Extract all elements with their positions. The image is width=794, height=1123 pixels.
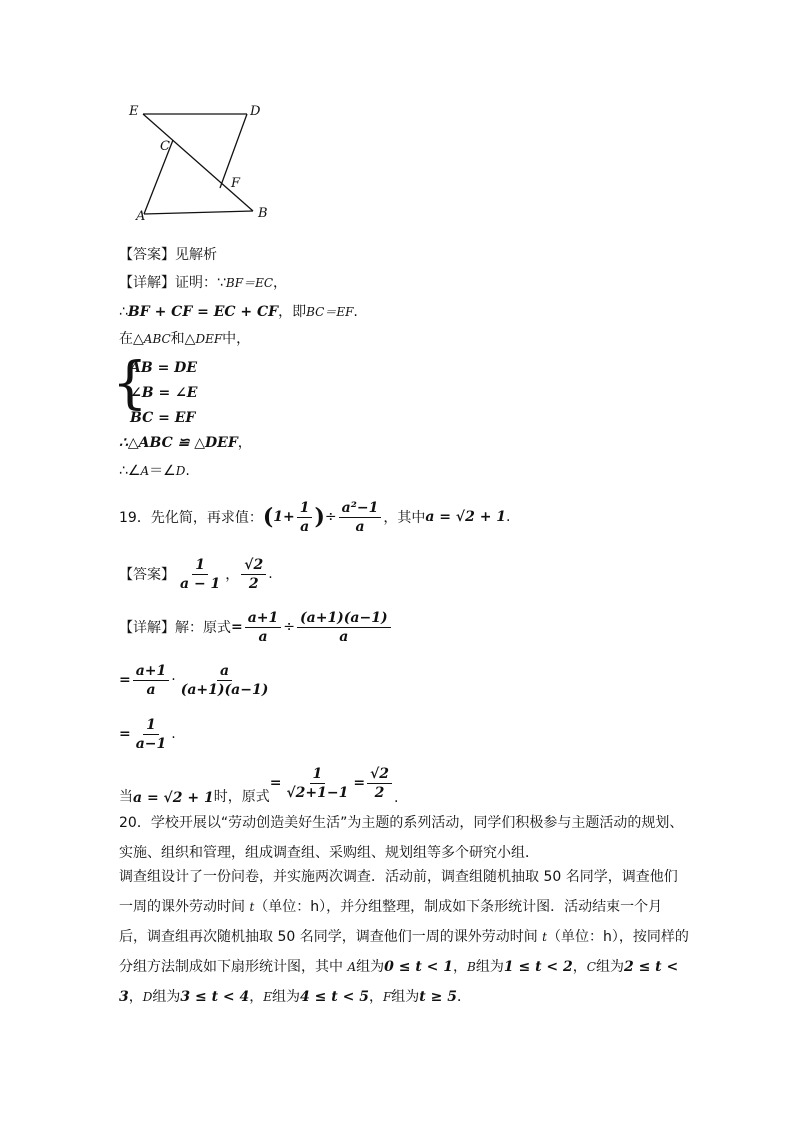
point-label-F: F	[231, 176, 241, 191]
equation-system-brace: {	[112, 351, 148, 416]
segment-EB	[143, 114, 253, 211]
point-label-D: D	[250, 104, 261, 119]
point-label-E: E	[129, 104, 139, 119]
q18-conclusion: ∴∠A＝∠D.	[119, 463, 190, 479]
answer-frac: $\frac{1}{a - 1}$	[180, 556, 221, 592]
q19-detail-line3: = $\frac{1}{a-1}$ .	[119, 716, 176, 752]
stem-frac-1-over-a: $\frac{1}{a}$	[297, 499, 313, 536]
q18-system-eq2: ∠B = ∠E	[130, 385, 198, 401]
q19-answer: 【答案】 $\frac{1}{a - 1}$ ， $\frac{√2}{2}$ .	[119, 556, 273, 592]
q18-detail-line2: ∴BF + CF = EC + CF，即BC＝EF.	[119, 304, 358, 320]
answer-value: $\frac{√2}{2}$	[241, 556, 266, 593]
q19-detail-line4: 当 a = √2 + 1 时，原式 = $\frac{1}{√2+1-1}$ = $\frac{√2}{2}$ .	[119, 765, 399, 806]
q19-stem: 19．先化简，再求值： ( 1+ $\frac{1}{a}$ ) ÷ $\frac{\text{a²−1}}{a}$ ，其中 a = √2 + 1 .	[119, 499, 511, 535]
q19-detail-line1: 【详解】 解：原式 = $\frac{a+1}{a}$ ÷ $\frac{(a+1)(a-1)}{a}$	[119, 605, 393, 649]
q18-detail-line1: 【详解】证明：∵BF＝EC，	[119, 275, 288, 291]
point-label-B: B	[258, 206, 268, 221]
q18-detail-line3: 在△ABC和△DEF中，	[119, 331, 251, 347]
q18-system-eq1: AB = DE	[130, 360, 197, 376]
point-label-C: C	[160, 139, 170, 154]
stem-frac-a2m1-over-a: $\frac{\text{a²−1}}{a}$	[339, 499, 382, 536]
segment-AB	[144, 211, 253, 214]
q18-answer: 【答案】见解析	[119, 247, 217, 263]
q20-paragraph-1: 20．学校开展以“劳动创造美好生活”为主题的系列活动，同学们积极参与主题活动的规划、实施、组织和管理，组成调查组、采购组、规划组等多个研究小组．	[119, 815, 684, 861]
q18-system-eq3: BC = EF	[130, 410, 196, 426]
q19-detail-line2: = $\frac{a+1}{a}$ · $\frac{a}{(a+1)(a-1)}$	[119, 662, 269, 698]
q20-paragraph-2: 调查组设计了一份问卷，并实施两次调查．活动前，调查组随机抽取 50 名同学，调查他们一周的课外劳动时间 t（单位：h），并分组整理，制成如下条形统计图．活动结束一个月后，调查组再次随机抽取 50 名同学，调查他们一周的课外劳动时间 t（单位：h），按同样的分组方法制成如下扇形统计图，其中 A组为0 ≤ t < 1，B组为1 ≤ t < 2，C组为2 ≤ t < 3，D组为3 ≤ t < 4，E组为4 ≤ t < 5，F组为t ≥ 5．	[119, 869, 689, 1005]
q18-congruent: ∴△ABC ≌ △DEF，	[119, 435, 252, 451]
point-label-A: A	[136, 209, 146, 224]
